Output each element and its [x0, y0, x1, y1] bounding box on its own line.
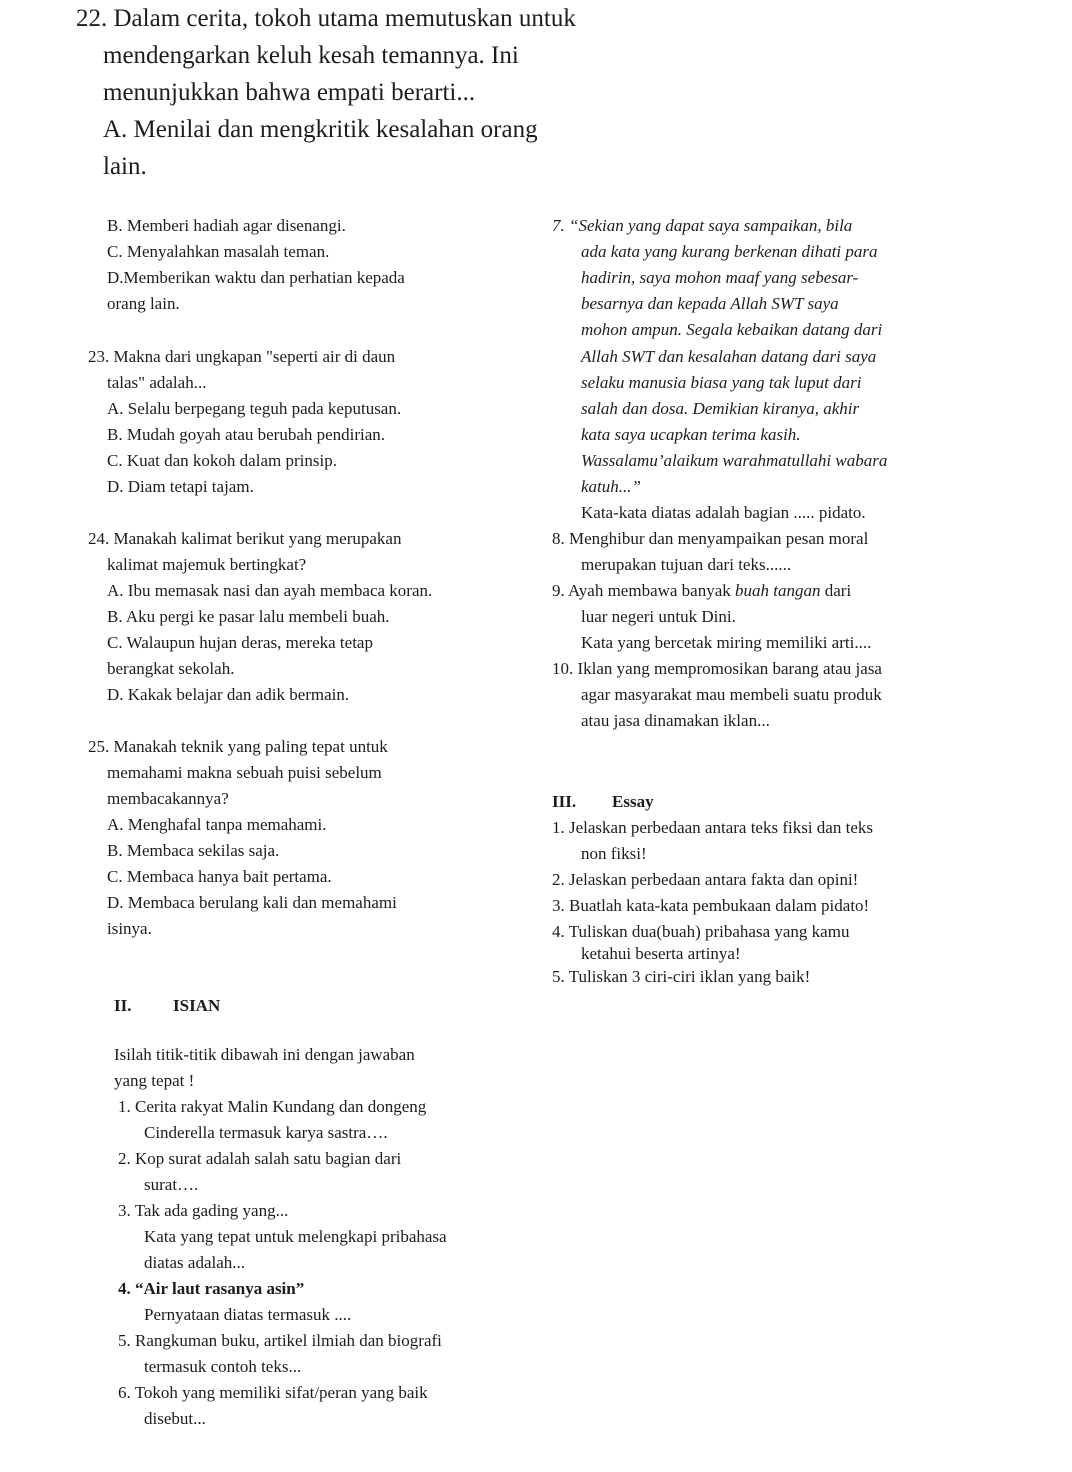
- section-2-title: ISIAN: [173, 996, 221, 1015]
- q7-stem: 7. “Sekian yang dapat saya sampaikan, bila: [552, 216, 853, 235]
- q23-option-c: C. Kuat dan kokoh dalam prinsip.: [107, 451, 337, 470]
- q23-option-b: B. Mudah goyah atau berubah pendirian.: [107, 425, 386, 444]
- essay-item-5: 5. Tuliskan 3 ciri-ciri iklan yang baik!: [552, 967, 811, 986]
- q7-quote: salah dan dosa. Demikian kiranya, akhir: [581, 399, 860, 418]
- q25-stem: 25. Manakah teknik yang paling tepat untuk: [88, 737, 388, 756]
- q22-option-d: D.Memberikan waktu dan perhatian kepada: [107, 268, 405, 287]
- isian-item-6-cont: disebut...: [144, 1409, 206, 1428]
- essay-item-1-cont: non fiksi!: [581, 844, 647, 863]
- q7-quote: hadirin, saya mohon maaf yang sebesar-: [581, 268, 859, 287]
- isian-item-3-cont: diatas adalah...: [144, 1253, 246, 1272]
- section-3-title: Essay: [612, 792, 654, 811]
- q9-stem: [552, 582, 851, 599]
- q22-option-b: B. Memberi hadiah agar disenangi.: [107, 216, 346, 235]
- section-2-number: II.: [114, 996, 132, 1015]
- isian-item-2: 2. Kop surat adalah salah satu bagian dari: [118, 1149, 402, 1168]
- q24-option-d: D. Kakak belajar dan adik bermain.: [107, 685, 350, 704]
- essay-item-3: 3. Buatlah kata-kata pembukaan dalam pidato!: [552, 896, 870, 915]
- q24-stem: 24. Manakah kalimat berikut yang merupakan: [88, 529, 402, 548]
- q9-text: dari: [820, 581, 852, 600]
- q25-option-d-cont: isinya.: [107, 919, 152, 938]
- essay-item-4-cont: ketahui beserta artinya!: [581, 944, 741, 963]
- q24-option-c: C. Walaupun hujan deras, mereka tetap: [107, 633, 373, 652]
- q7-quote: Allah SWT dan kesalahan datang dari saya: [581, 347, 877, 366]
- q7-quote: selaku manusia biasa yang tak luput dari: [581, 373, 862, 392]
- q24-option-c-cont: berangkat sekolah.: [107, 659, 235, 678]
- isian-item-6: 6. Tokoh yang memiliki sifat/peran yang baik: [118, 1383, 428, 1402]
- q9-question: Kata yang bercetak miring memiliki arti....: [581, 633, 872, 652]
- q9-text: 9. Ayah membawa banyak: [552, 581, 736, 600]
- isian-item-2-cont: surat….: [144, 1175, 199, 1194]
- q10-stem: 10. Iklan yang mempromosikan barang atau jasa: [552, 659, 882, 678]
- q23-option-a: A. Selalu berpegang teguh pada keputusan.: [107, 399, 402, 418]
- isian-item-5-cont: termasuk contoh teks...: [144, 1357, 302, 1376]
- q7-quote: ada kata yang kurang berkenan dihati para: [581, 242, 878, 261]
- q9-stem-cont: luar negeri untuk Dini.: [581, 607, 736, 626]
- q8-stem-cont: merupakan tujuan dari teks......: [581, 555, 792, 574]
- q7-quote: katuh...”: [581, 477, 641, 496]
- q25-stem-cont: membacakannya?: [107, 789, 229, 808]
- q24-stem-cont: kalimat majemuk bertingkat?: [107, 555, 307, 574]
- q24-option-b: B. Aku pergi ke pasar lalu membeli buah.: [107, 607, 390, 626]
- essay-item-1: 1. Jelaskan perbedaan antara teks fiksi dan teks: [552, 818, 873, 837]
- q23-option-d: D. Diam tetapi tajam.: [107, 477, 254, 496]
- q25-option-d: D. Membaca berulang kali dan memahami: [107, 893, 397, 912]
- isian-item-4-cont: Pernyataan diatas termasuk ....: [144, 1305, 352, 1324]
- q23-stem-cont: talas" adalah...: [107, 373, 207, 392]
- q25-option-b: B. Membaca sekilas saja.: [107, 841, 280, 860]
- isian-item-3-cont: Kata yang tepat untuk melengkapi pribahasa: [144, 1227, 447, 1246]
- q25-stem-cont: memahami makna sebuah puisi sebelum: [107, 763, 382, 782]
- isian-item-1: 1. Cerita rakyat Malin Kundang dan dongeng: [118, 1097, 427, 1116]
- q7-quote: mohon ampun. Segala kebaikan datang dari: [581, 320, 883, 339]
- q8-stem: 8. Menghibur dan menyampaikan pesan moral: [552, 529, 869, 548]
- q22-line: 22. Dalam cerita, tokoh utama memutuskan untuk: [76, 5, 576, 32]
- q7-quote: Wassalamu’alaikum warahmatullahi wabara: [581, 451, 888, 470]
- q7-question: Kata-kata diatas adalah bagian ..... pidato.: [581, 503, 866, 522]
- q9-italic-phrase: buah tangan: [735, 581, 821, 600]
- section-3-number: III.: [552, 792, 577, 811]
- q24-option-a: A. Ibu memasak nasi dan ayah membaca koran.: [107, 581, 433, 600]
- q22-option-d-cont: orang lain.: [107, 294, 180, 313]
- q22-line: menunjukkan bahwa empati berarti...: [103, 79, 476, 106]
- q22-option-c: C. Menyalahkan masalah teman.: [107, 242, 330, 261]
- q7-quote: kata saya ucapkan terima kasih.: [581, 425, 801, 444]
- q7-quote: besarnya dan kepada Allah SWT saya: [581, 294, 839, 313]
- q23-stem: 23. Makna dari ungkapan "seperti air di daun: [88, 347, 396, 366]
- q10-stem-cont: agar masyarakat mau membeli suatu produk: [581, 685, 882, 704]
- essay-item-2: 2. Jelaskan perbedaan antara fakta dan opini!: [552, 870, 859, 889]
- isian-item-3: 3. Tak ada gading yang...: [118, 1201, 289, 1220]
- isian-item-4: 4. “Air laut rasanya asin”: [118, 1279, 305, 1298]
- q25-option-a: A. Menghafal tanpa memahami.: [107, 815, 327, 834]
- isian-item-1-cont: Cinderella termasuk karya sastra….: [144, 1123, 388, 1142]
- q22-line: mendengarkan keluh kesah temannya. Ini: [103, 42, 519, 69]
- q22-option-a-cont: lain.: [103, 153, 147, 180]
- section-2-instruction-cont: yang tepat !: [114, 1071, 195, 1090]
- q10-stem-cont: atau jasa dinamakan iklan...: [581, 711, 770, 730]
- q25-option-c: C. Membaca hanya bait pertama.: [107, 867, 332, 886]
- essay-item-4: 4. Tuliskan dua(buah) pribahasa yang kamu: [552, 922, 850, 941]
- q22-option-a: A. Menilai dan mengkritik kesalahan orang: [103, 116, 538, 143]
- isian-item-5: 5. Rangkuman buku, artikel ilmiah dan biografi: [118, 1331, 442, 1350]
- section-2-instruction: Isilah titik-titik dibawah ini dengan jawaban: [114, 1045, 415, 1064]
